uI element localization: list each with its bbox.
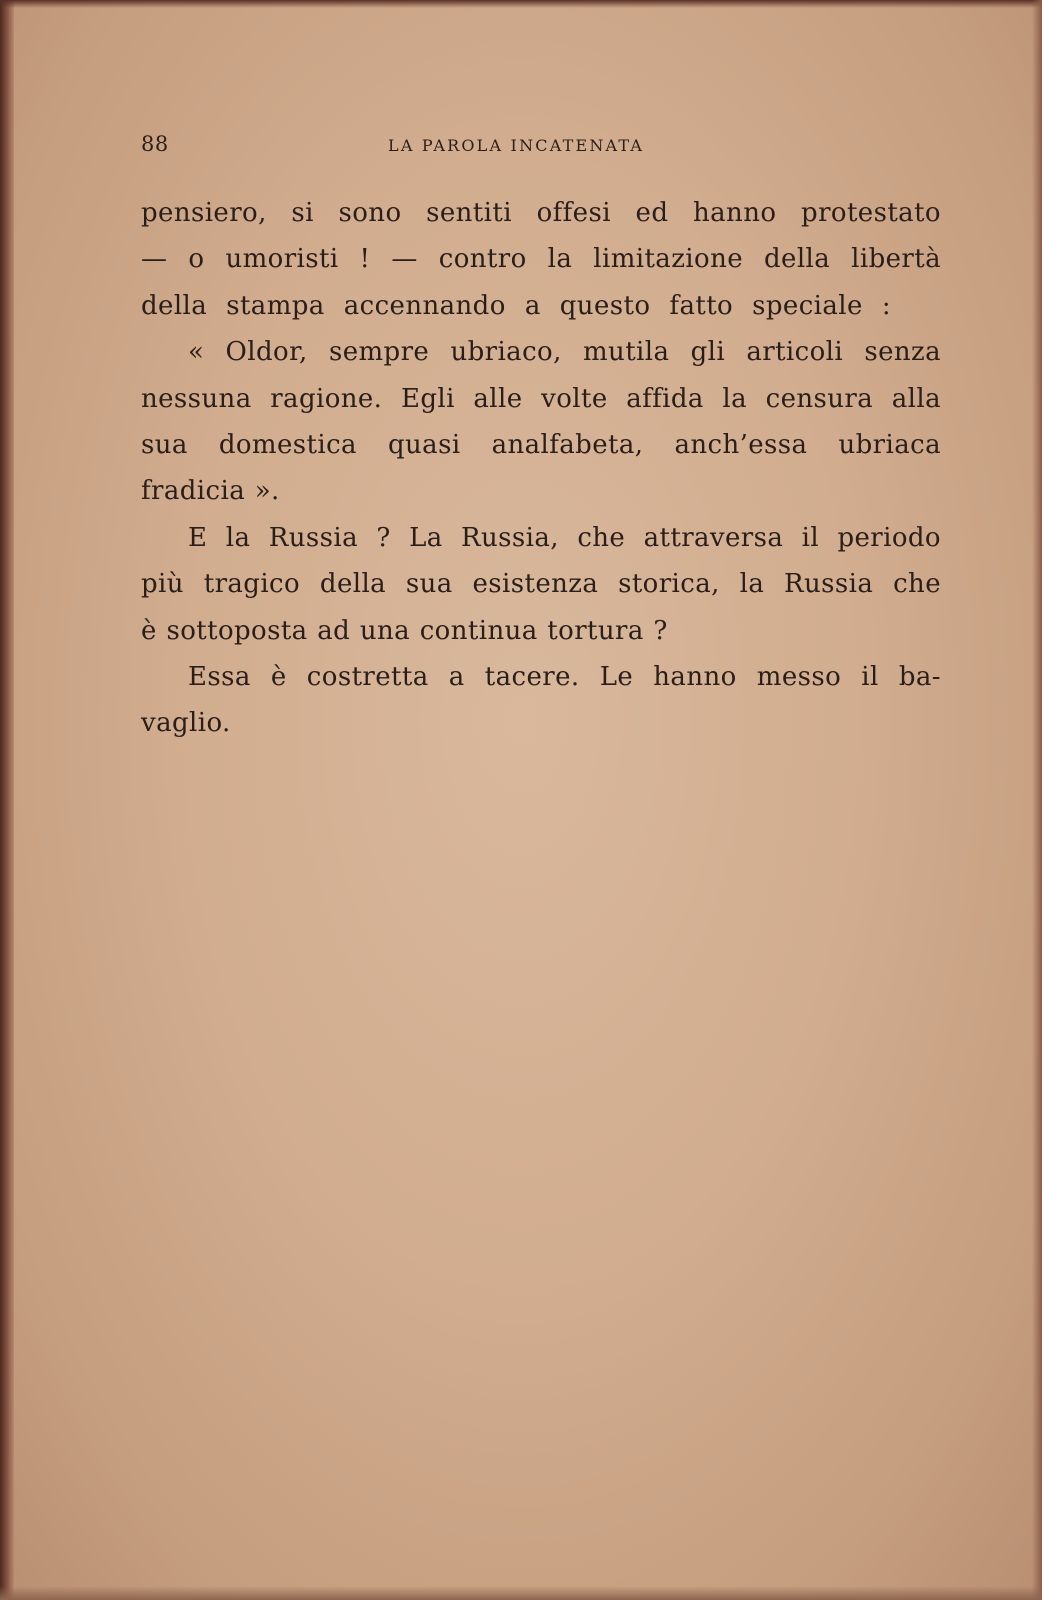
text-line: pensiero, si sono sentiti offesi ed hanno protestato bbox=[141, 198, 941, 228]
page-number: 88 bbox=[141, 132, 169, 156]
text-line: nessuna ragione. Egli alle volte affida la censura alla bbox=[141, 383, 941, 414]
text-line: della stampa accennando a questo fatto speciale : bbox=[141, 290, 891, 321]
body-text bbox=[141, 190, 941, 747]
page-bottom-edge bbox=[0, 1586, 1042, 1600]
text-line: — o umoristi ! — contro la limitazione della libertà bbox=[141, 244, 941, 275]
book-binding-edge bbox=[0, 0, 14, 1600]
text-line: sua domestica quasi analfabeta, anch’essa ubriaca bbox=[141, 429, 941, 460]
text-line: fradicia ». bbox=[141, 476, 280, 507]
page-header bbox=[141, 132, 941, 162]
text-line: E la Russia ? La Russia, che attraversa il periodo bbox=[188, 522, 941, 553]
page-top-edge bbox=[0, 0, 1042, 8]
page-right-edge bbox=[1032, 0, 1042, 1600]
text-line: è sottoposta ad una continua tortura ? bbox=[141, 615, 668, 646]
text-line: « Oldor, sempre ubriaco, mutila gli articoli senza bbox=[188, 337, 941, 368]
text-line: Essa è costretta a tacere. Le hanno messo il ba- bbox=[188, 661, 941, 692]
text-line: vaglio. bbox=[141, 708, 231, 739]
text-line: più tragico della sua esistenza storica, la Russia che bbox=[141, 569, 941, 600]
running-title: LA PAROLA INCATENATA bbox=[388, 136, 645, 155]
